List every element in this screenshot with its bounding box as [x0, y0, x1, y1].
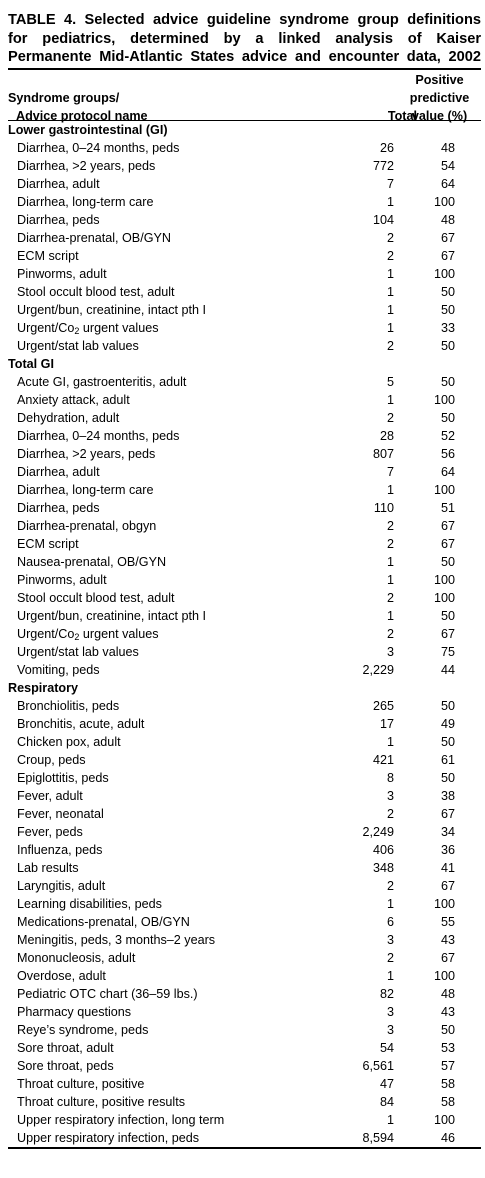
table-row	[8, 949, 481, 967]
total-cell: 1	[386, 968, 394, 983]
ppv-cell: 50	[440, 1022, 455, 1037]
total-cell: 2	[386, 806, 394, 821]
table-end-rule	[8, 1147, 481, 1149]
protocol-name: Chicken pox, adult	[17, 734, 121, 749]
ppv-cell: 61	[440, 752, 455, 767]
total-cell: 1	[386, 1112, 394, 1127]
total-cell: 2	[386, 626, 394, 641]
table-row	[8, 1129, 481, 1147]
protocol-name: Urgent/bun, creatinine, intact pth I	[17, 608, 207, 623]
total-cell: 8,594	[362, 1130, 394, 1145]
ppv-cell: 51	[440, 500, 455, 515]
total-cell: 1	[386, 554, 394, 569]
total-cell: 1	[386, 608, 394, 623]
table-row	[8, 661, 481, 679]
table-row	[8, 841, 481, 859]
protocol-name: Diarrhea, peds	[17, 500, 100, 515]
group-name: Lower gastrointestinal (GI)	[8, 122, 168, 137]
total-cell: 1	[386, 734, 394, 749]
table-row	[8, 1021, 481, 1039]
ppv-cell: 43	[440, 1004, 455, 1019]
ppv-cell: 50	[440, 338, 455, 353]
data-table	[8, 121, 481, 1147]
table-row	[8, 427, 481, 445]
total-cell: 1	[386, 572, 394, 587]
ppv-cell: 100	[433, 896, 455, 911]
ppv-cell: 58	[440, 1094, 455, 1109]
protocol-name: Learning disabilities, peds	[17, 896, 162, 911]
protocol-name: Bronchiolitis, peds	[17, 698, 120, 713]
protocol-name: Epiglottitis, peds	[17, 770, 109, 785]
table-row	[8, 391, 481, 409]
total-cell: 5	[386, 374, 394, 389]
protocol-name: Throat culture, positive results	[17, 1094, 185, 1109]
total-cell: 6	[386, 914, 394, 929]
table-row	[8, 283, 481, 301]
protocol-name: Urgent/stat lab values	[17, 338, 139, 353]
table-row	[8, 589, 481, 607]
protocol-name: Pediatric OTC chart (36–59 lbs.)	[17, 986, 198, 1001]
total-cell: 47	[379, 1076, 394, 1091]
total-cell: 807	[372, 446, 394, 461]
ppv-cell: 67	[440, 248, 455, 263]
ppv-cell: 50	[440, 284, 455, 299]
group-name: Total GI	[8, 356, 54, 371]
total-cell: 406	[372, 842, 394, 857]
total-cell: 2,229	[362, 662, 394, 677]
total-cell: 2	[386, 536, 394, 551]
total-cell: 1	[386, 320, 394, 335]
table-row	[8, 301, 481, 319]
total-cell: 2	[386, 230, 394, 245]
table-row	[8, 535, 481, 553]
protocol-name: Upper respiratory infection, peds	[17, 1130, 200, 1145]
table-row	[8, 481, 481, 499]
protocol-name: Fever, adult	[17, 788, 83, 803]
table-row	[8, 157, 481, 175]
total-cell: 348	[372, 860, 394, 875]
table-container	[8, 0, 481, 1149]
ppv-cell: 100	[433, 482, 455, 497]
protocol-name: Pinworms, adult	[17, 266, 107, 281]
total-cell: 2	[386, 410, 394, 425]
total-cell: 3	[386, 644, 394, 659]
table-row	[8, 1039, 481, 1057]
table-row	[8, 643, 481, 661]
ppv-cell: 100	[433, 194, 455, 209]
ppv-cell: 50	[440, 770, 455, 785]
title-line-2: for pediatrics, determined by a linked analysis of Kaiser	[8, 30, 481, 47]
ppv-cell: 55	[440, 914, 455, 929]
protocol-name: Pharmacy questions	[17, 1004, 132, 1019]
table-row	[8, 859, 481, 877]
protocol-name: Bronchitis, acute, adult	[17, 716, 145, 731]
total-cell: 2	[386, 248, 394, 263]
table-row	[8, 499, 481, 517]
protocol-name: Diarrhea-prenatal, obgyn	[17, 518, 157, 533]
table-row	[8, 823, 481, 841]
protocol-name: Dehydration, adult	[17, 410, 120, 425]
table-row	[8, 895, 481, 913]
total-cell: 2,249	[362, 824, 394, 839]
protocol-name: Upper respiratory infection, long term	[17, 1112, 225, 1127]
table-row	[8, 571, 481, 589]
total-cell: 1	[386, 302, 394, 317]
ppv-cell: 48	[440, 212, 455, 227]
ppv-cell: 48	[440, 140, 455, 155]
ppv-cell: 38	[440, 788, 455, 803]
ppv-cell: 41	[440, 860, 455, 875]
protocol-name: Urgent/stat lab values	[17, 644, 139, 659]
total-cell: 421	[372, 752, 394, 767]
total-cell: 54	[379, 1040, 394, 1055]
table-row	[8, 409, 481, 427]
protocol-name: Vomiting, peds	[17, 662, 100, 677]
table-row	[8, 517, 481, 535]
protocol-name: Stool occult blood test, adult	[17, 284, 175, 299]
ppv-cell: 54	[440, 158, 455, 173]
ppv-cell: 67	[440, 518, 455, 533]
protocol-name: Mononucleosis, adult	[17, 950, 136, 965]
ppv-cell: 50	[440, 554, 455, 569]
ppv-cell: 67	[440, 536, 455, 551]
ppv-cell: 100	[433, 968, 455, 983]
protocol-name: Diarrhea, >2 years, peds	[17, 446, 156, 461]
total-cell: 84	[379, 1094, 394, 1109]
protocol-name: Diarrhea, adult	[17, 176, 100, 191]
protocol-name: Influenza, peds	[17, 842, 103, 857]
ppv-cell: 100	[433, 266, 455, 281]
protocol-name: Throat culture, positive	[17, 1076, 145, 1091]
table-row	[8, 193, 481, 211]
group-header-row	[8, 355, 481, 373]
table-row	[8, 607, 481, 625]
protocol-name: Urgent/$Co_2$ urgent values	[17, 320, 159, 336]
table-row	[8, 553, 481, 571]
total-cell: 2	[386, 518, 394, 533]
ppv-cell: 43	[440, 932, 455, 947]
ppv-cell: 50	[440, 698, 455, 713]
ppv-cell: 75	[440, 644, 455, 659]
ppv-cell: 50	[440, 608, 455, 623]
protocol-name: Stool occult blood test, adult	[17, 590, 175, 605]
ppv-cell: 33	[440, 320, 455, 335]
table-row	[8, 985, 481, 1003]
total-cell: 110	[373, 500, 394, 515]
table-row	[8, 1003, 481, 1021]
total-cell: 28	[379, 428, 394, 443]
total-cell: 2	[386, 950, 394, 965]
column-header	[8, 70, 481, 123]
table-row	[8, 1075, 481, 1093]
total-cell: 1	[386, 896, 394, 911]
protocol-name: Urgent/bun, creatinine, intact pth I	[17, 302, 207, 317]
table-row	[8, 463, 481, 481]
protocol-name: Pinworms, adult	[17, 572, 107, 587]
protocol-name: Urgent/$Co_2$ urgent values	[17, 626, 159, 642]
protocol-name: Acute GI, gastroenteritis, adult	[17, 374, 187, 389]
ppv-cell: 100	[433, 590, 455, 605]
total-cell: 2	[386, 878, 394, 893]
header-col1-line2: Advice protocol name	[16, 108, 148, 123]
table-row	[8, 1057, 481, 1075]
total-cell: 17	[379, 716, 394, 731]
ppv-cell: 50	[440, 302, 455, 317]
group-name: Respiratory	[8, 680, 78, 695]
protocol-name: Diarrhea, long-term care	[17, 482, 154, 497]
total-cell: 2	[386, 338, 394, 353]
protocol-name: Diarrhea, long-term care	[17, 194, 154, 209]
total-cell: 82	[379, 986, 394, 1001]
table-row	[8, 769, 481, 787]
protocol-name: ECM script	[17, 248, 79, 263]
ppv-cell: 50	[440, 734, 455, 749]
total-cell: 1	[386, 392, 394, 407]
protocol-name: Fever, peds	[17, 824, 83, 839]
total-cell: 26	[379, 140, 394, 155]
ppv-cell: 57	[440, 1058, 455, 1073]
header-col3-line2: predictive	[409, 90, 470, 105]
protocol-name: Diarrhea, adult	[17, 464, 100, 479]
total-cell: 7	[386, 464, 394, 479]
table-row	[8, 373, 481, 391]
ppv-cell: 52	[440, 428, 455, 443]
ppv-cell: 50	[440, 374, 455, 389]
protocol-name: Laryngitis, adult	[17, 878, 106, 893]
total-cell: 3	[386, 788, 394, 803]
protocol-name: Sore throat, adult	[17, 1040, 114, 1055]
protocol-name: Croup, peds	[17, 752, 86, 767]
ppv-cell: 50	[440, 410, 455, 425]
ppv-cell: 44	[440, 662, 455, 677]
ppv-cell: 64	[440, 464, 455, 479]
total-cell: 772	[372, 158, 394, 173]
table-row	[8, 697, 481, 715]
total-cell: 1	[386, 284, 394, 299]
ppv-cell: 56	[440, 446, 455, 461]
ppv-cell: 64	[440, 176, 455, 191]
table-row	[8, 229, 481, 247]
protocol-name: Diarrhea-prenatal, OB/GYN	[17, 230, 171, 245]
table-row	[8, 805, 481, 823]
ppv-cell: 46	[440, 1130, 455, 1145]
protocol-name: Lab results	[17, 860, 79, 875]
protocol-name: Diarrhea, >2 years, peds	[17, 158, 156, 173]
ppv-cell: 100	[433, 392, 455, 407]
table-row	[8, 751, 481, 769]
title-line-1: TABLE 4. Selected advice guideline syndrome group definitions	[8, 12, 481, 28]
protocol-name: Nausea-prenatal, OB/GYN	[17, 554, 167, 569]
table-row	[8, 625, 481, 643]
ppv-cell: 67	[440, 950, 455, 965]
total-cell: 6,561	[362, 1058, 394, 1073]
header-col1-line1: Syndrome groups/	[8, 90, 120, 105]
total-cell: 104	[372, 212, 394, 227]
table-row	[8, 877, 481, 895]
protocol-name: Diarrhea, peds	[17, 212, 100, 227]
ppv-cell: 67	[440, 806, 455, 821]
table-title	[8, 11, 481, 67]
total-cell: 3	[386, 932, 394, 947]
total-cell: 1	[386, 194, 394, 209]
header-col3-line3: value (%)	[411, 108, 468, 123]
total-cell: 3	[386, 1004, 394, 1019]
table-row	[8, 175, 481, 193]
ppv-cell: 34	[440, 824, 455, 839]
table-row	[8, 265, 481, 283]
table-row	[8, 247, 481, 265]
ppv-cell: 100	[433, 572, 455, 587]
header-syndrome-groups	[8, 89, 148, 125]
total-cell: 2	[386, 590, 394, 605]
protocol-name: Anxiety attack, adult	[17, 392, 130, 407]
ppv-cell: 48	[440, 986, 455, 1001]
table-row	[8, 337, 481, 355]
protocol-name: Fever, neonatal	[17, 806, 104, 821]
protocol-name: Reye’s syndrome, peds	[17, 1022, 149, 1037]
total-cell: 3	[386, 1022, 394, 1037]
title-line-3: Permanente Mid-Atlantic States advice and encounter data, 2002	[8, 49, 481, 66]
table-row	[8, 211, 481, 229]
group-header-row	[8, 679, 481, 697]
total-cell: 1	[386, 482, 394, 497]
table-row	[8, 1111, 481, 1129]
table-row	[8, 319, 481, 337]
ppv-cell: 58	[440, 1076, 455, 1091]
table-row	[8, 139, 481, 157]
total-cell: 265	[372, 698, 394, 713]
ppv-cell: 67	[440, 230, 455, 245]
ppv-cell: 49	[440, 716, 455, 731]
ppv-cell: 67	[440, 626, 455, 641]
table-row	[8, 445, 481, 463]
table-row	[8, 715, 481, 733]
ppv-cell: 67	[440, 878, 455, 893]
protocol-name: ECM script	[17, 536, 79, 551]
ppv-cell: 36	[440, 842, 455, 857]
protocol-name: Medications-prenatal, OB/GYN	[17, 914, 190, 929]
protocol-name: Diarrhea, 0–24 months, peds	[17, 140, 180, 155]
protocol-name: Overdose, adult	[17, 968, 106, 983]
protocol-name: Sore throat, peds	[17, 1058, 114, 1073]
ppv-cell: 100	[433, 1112, 455, 1127]
table-row	[8, 1093, 481, 1111]
total-cell: 8	[386, 770, 394, 785]
table-row	[8, 931, 481, 949]
table-body	[8, 121, 481, 1147]
header-ppv	[402, 71, 477, 125]
header-col3-line1: Positive	[415, 72, 464, 87]
table-row	[8, 787, 481, 805]
table-row	[8, 733, 481, 751]
ppv-cell: 53	[440, 1040, 455, 1055]
header-total: Total	[387, 108, 417, 123]
protocol-name: Diarrhea, 0–24 months, peds	[17, 428, 180, 443]
total-cell: 1	[386, 266, 394, 281]
protocol-name: Meningitis, peds, 3 months–2 years	[17, 932, 216, 947]
total-cell: 7	[386, 176, 394, 191]
table-row	[8, 913, 481, 931]
table-row	[8, 967, 481, 985]
